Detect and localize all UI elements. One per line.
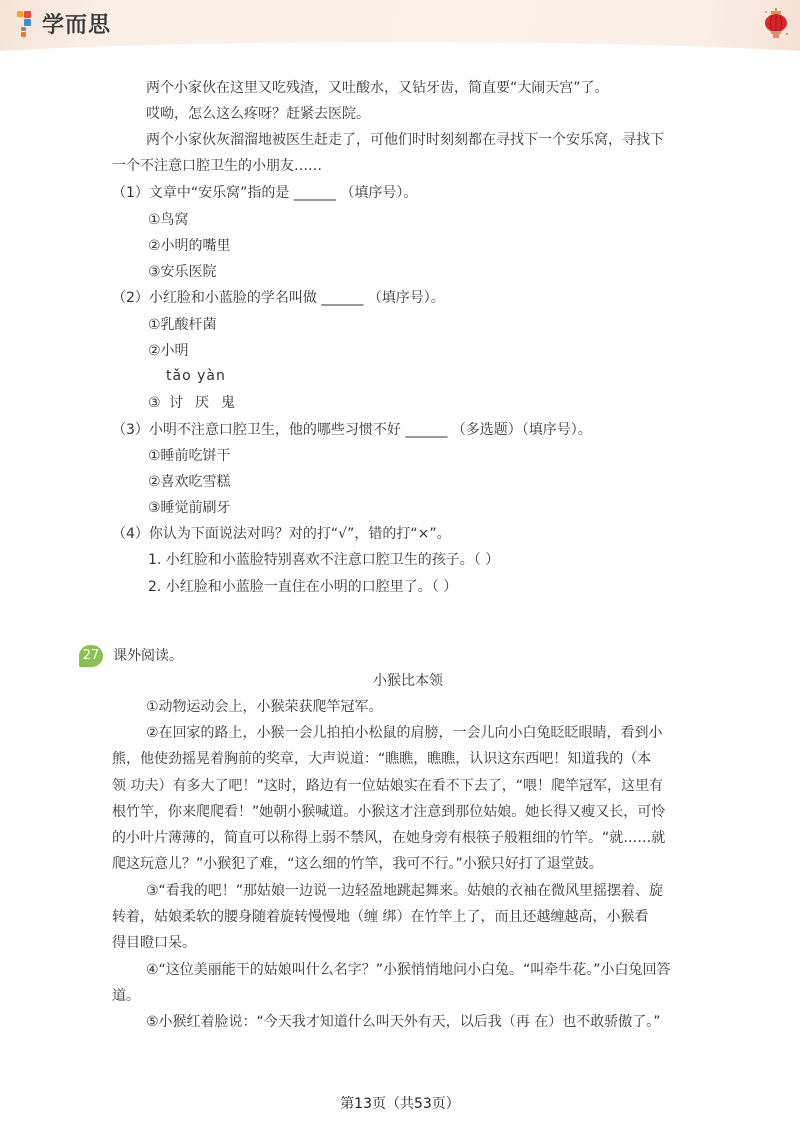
story-line: 根竹竿，你来爬爬看！”她朝小猴喊道。小猴这才注意到那位姑娘。她长得又瘦又长，可怜 [112,804,666,820]
question-1-option: ③安乐医院 [148,264,217,280]
question-2-stem: （2）小红脸和小蓝脸的学名叫做 ______ （填序号）。 [112,290,445,306]
question-number-badge: 27 [79,645,103,667]
story-paragraph: ③“看我的吧！”那姑娘一边说一边轻盈地跳起舞来。姑娘的衣袖在微风里摇摆着、旋 [146,883,664,899]
passage-paragraph: 两个小家伙灰溜溜地被医生赶走了，可他们时时刻刻都在寻找下一个安乐窝，寻找下 [146,132,664,148]
question-1-option: ②小明的嘴里 [148,238,231,254]
page-indicator: 第13页（共53页） [340,1096,460,1112]
page-header [0,0,800,58]
question-4-stem: （4）你认为下面说法对吗？对的打“√”，错的打“×”。 [112,526,451,542]
story-line: 熊，他使劲摇晃着胸前的奖章，大声说道：“瞧瞧，瞧瞧，认识这东西吧！知道我的（本 [112,751,652,767]
passage-paragraph: 一个不注意口腔卫生的小朋友…… [112,158,322,174]
question-3-stem: （3）小明不注意口腔卫生，他的哪些习惯不好 ______ （多选题）（填序号）。 [112,422,592,438]
story-paragraph: ②在回家的路上，小猴一会儿拍拍小松鼠的肩膀，一会儿向小白兔眨眨眼睛，看到小 [146,725,663,741]
brand-name: 学而思 [42,13,112,38]
question-1-option: ①鸟窝 [148,212,189,228]
question-4-statement: 1. 小红脸和小蓝脸特别喜欢不注意口腔卫生的孩子。（ ） [148,552,500,568]
story-line: 道。 [112,988,140,1004]
option-text: 讨厌鬼 [169,395,248,411]
option-number: ③ [148,395,161,411]
story-paragraph: ①动物运动会上，小猴荣获爬竿冠军。 [146,699,383,715]
question-4-statement: 2. 小红脸和小蓝脸一直住在小明的口腔里了。（ ） [148,579,458,595]
question-3-option: ②喜欢吃雪糕 [148,474,231,490]
story-line: 的小叶片薄薄的，简直可以称得上弱不禁风，在她身旁有根筷子般粗细的竹竿。“就……就 [112,830,666,846]
red-lantern-icon [763,8,789,38]
question-2-option [148,393,247,413]
passage-paragraph: 两个小家伙在这里又吃残渣，又吐酸水，又钻牙齿，简直要“大闹天宫”了。 [146,80,609,96]
question-1-stem: （1）文章中“安乐窝”指的是 ______ （填序号）。 [112,185,418,201]
section-title: 课外阅读。 [113,648,183,664]
story-title: 小猴比本领 [373,673,443,689]
question-2-option-pinyin: tǎo yàn [166,368,226,384]
question-2-option: ②小明 [148,343,189,359]
question-3-option: ③睡觉前刷牙 [148,500,231,516]
question-2-option: ①乳酸杆菌 [148,317,217,333]
brand-logo [16,8,111,39]
story-line: 领 功夫）有多大了吧！”这时，路边有一位姑娘实在看不下去了，“喂！爬竿冠军，这里有 [112,778,663,794]
story-paragraph: ⑤小猴红着脸说：“今天我才知道什么叫天外有天，以后我（再 在）也不敢骄傲了。” [146,1014,661,1030]
passage-paragraph: 哎呦，怎么这么疼呀？赶紧去医院。 [146,106,370,122]
story-line: 得目瞪口呆。 [112,935,196,951]
question-3-option: ①睡前吃饼干 [148,448,231,464]
story-line: 转着，姑娘柔软的腰身随着旋转慢慢地（缠 绑）在竹竿上了，而且还越缠越高，小猴看 [112,909,649,925]
xueersi-logo-icon [16,10,36,38]
story-line: 爬这玩意儿？”小猴犯了难，“这么细的竹竿，我可不行。”小猴只好打了退堂鼓。 [112,856,603,872]
story-paragraph: ④“这位美丽能干的姑娘叫什么名字？”小猴悄悄地问小白兔。“叫牵牛花。”小白兔回答 [146,962,671,978]
